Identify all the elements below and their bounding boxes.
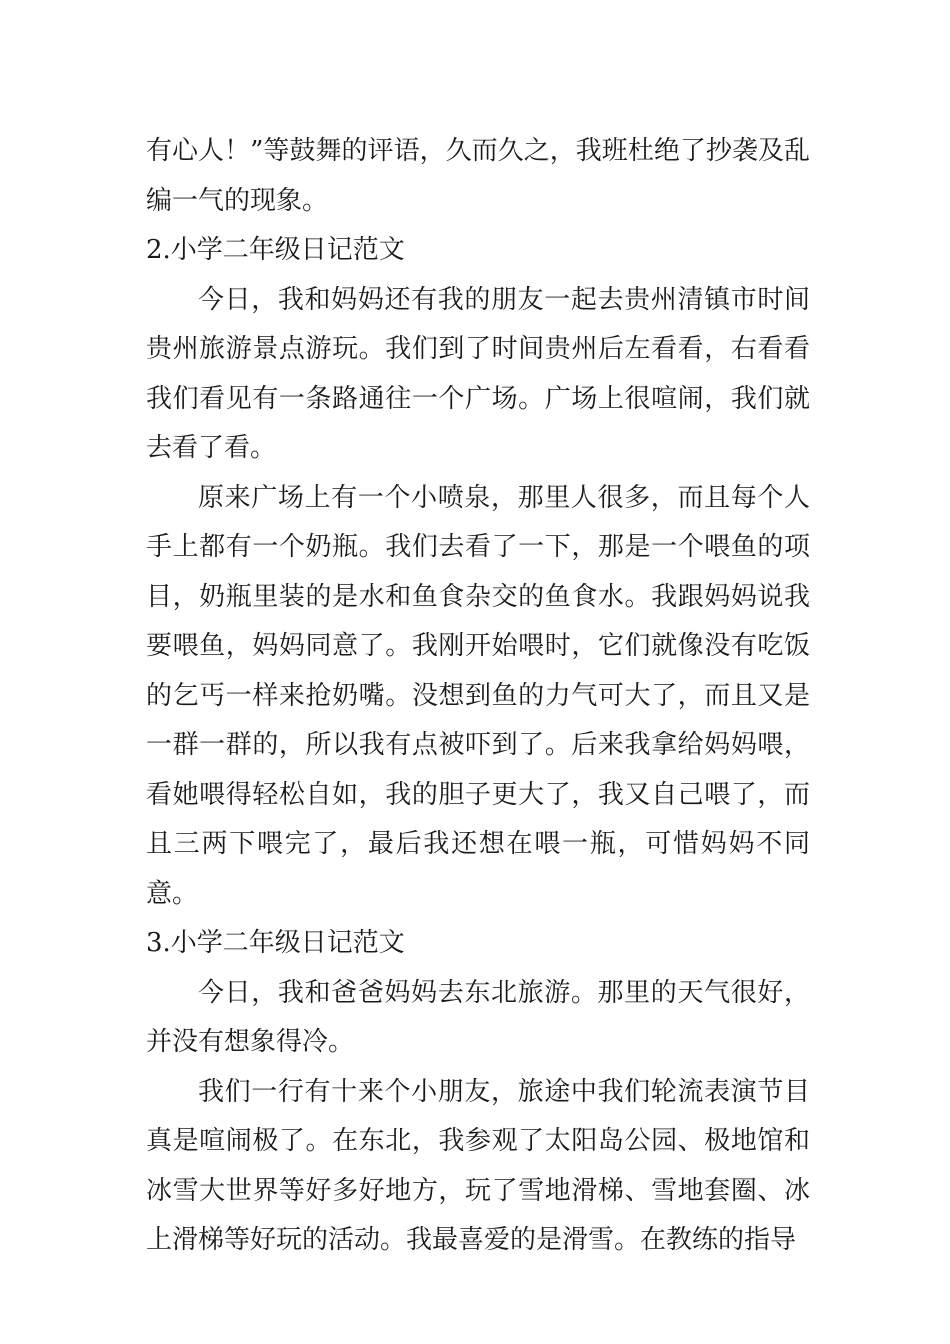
paragraph-activities: 我们一行有十来个小朋友，旅途中我们轮流表演节目真是喧闹极了。在东北，我参观了太阳岛公园、极地馆和冰雪大世界等好多好地方，玩了雪地滑梯、雪地套圈、冰上滑梯等好玩的活动。我最喜爱的是滑雪。在教练的指导 (146, 1076, 810, 1255)
paragraph-trip-northeast: 今日，我和爸爸妈妈去东北旅游。那里的天气很好，并没有想象得冷。 (146, 977, 810, 1057)
section-heading-3: 3.小学二年级日记范文 (146, 928, 405, 958)
paragraph-continuation: 有心人！”等鼓舞的评语，久而久之，我班杜绝了抄袭及乱编一气的现象。 (146, 136, 810, 216)
document-body (146, 127, 810, 1266)
paragraph-feeding-fish: 原来广场上有一个小喷泉，那里人很多，而且每个人手上都有一个奶瓶。我们去看了一下，那是一个喂鱼的项目，奶瓶里装的是水和鱼食杂交的鱼食水。我跟妈妈说我要喂鱼，妈妈同意了。我刚开始喂时，它们就像没有吃饭的乞丐一样来抢奶嘴。没想到鱼的力气可大了，而且又是一群一群的，所以我有点被吓到了。后来我拿给妈妈喂，看她喂得轻松自如，我的胆子更大了，我又自己喂了，而且三两下喂完了，最后我还想在喂一瓶，可惜妈妈不同意。 (146, 482, 810, 909)
paragraph-trip-guizhou: 今日，我和妈妈还有我的朋友一起去贵州清镇市时间贵州旅游景点游玩。我们到了时间贵州后左看看，右看看我们看见有一条路通往一个广场。广场上很喧闹，我们就去看了看。 (146, 284, 810, 463)
section-heading-2: 2.小学二年级日记范文 (146, 235, 405, 265)
